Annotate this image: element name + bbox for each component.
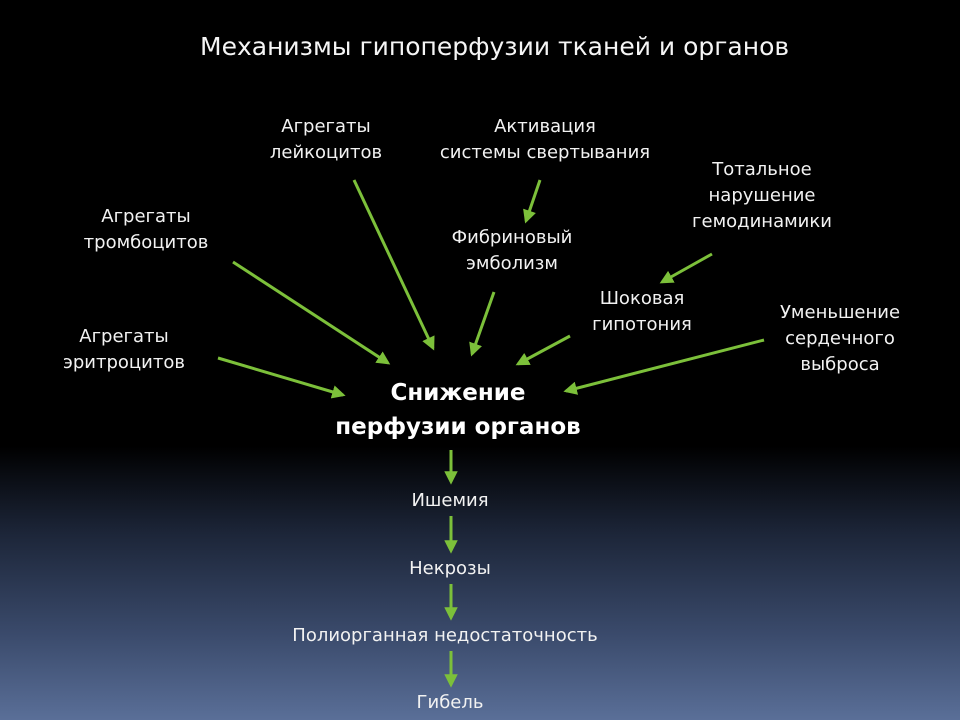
arrow-cardiac-output	[566, 340, 764, 391]
cause-shock: Шоковая гипотония	[592, 288, 692, 335]
arrow-coagulation	[526, 180, 540, 221]
cause-leukocytes: Агрегаты лейкоцитов	[269, 116, 383, 163]
cause-cardiac-output: Уменьшение сердечного выброса	[779, 302, 901, 375]
cause-erythrocytes: Агрегаты эритроцитов	[63, 326, 185, 373]
arrow-shock	[518, 336, 570, 364]
arrow-platelets	[233, 262, 388, 363]
cause-platelets: Агрегаты тромбоцитов	[83, 206, 209, 253]
chain-multiorgan-failure: Полиорганная недостаточность	[292, 625, 598, 646]
arrow-erythrocytes	[218, 358, 343, 395]
cause-coagulation: Активация системы свертывания	[439, 116, 651, 163]
chain-ischemia: Ишемия	[411, 490, 489, 511]
arrow-hemodynamics	[662, 254, 712, 282]
central-node: Снижение перфузии органов	[335, 380, 581, 440]
arrow-leukocytes	[354, 180, 433, 348]
slide-title: Механизмы гипоперфузии тканей и органов	[200, 32, 790, 61]
cause-hemodynamics: Тотальное нарушение гемодинамики	[692, 159, 832, 232]
chain-death: Гибель	[416, 692, 484, 713]
chain-necrosis: Некрозы	[409, 558, 491, 579]
arrow-fibrin	[472, 292, 494, 354]
cause-fibrin: Фибриновый эмболизм	[451, 227, 573, 274]
